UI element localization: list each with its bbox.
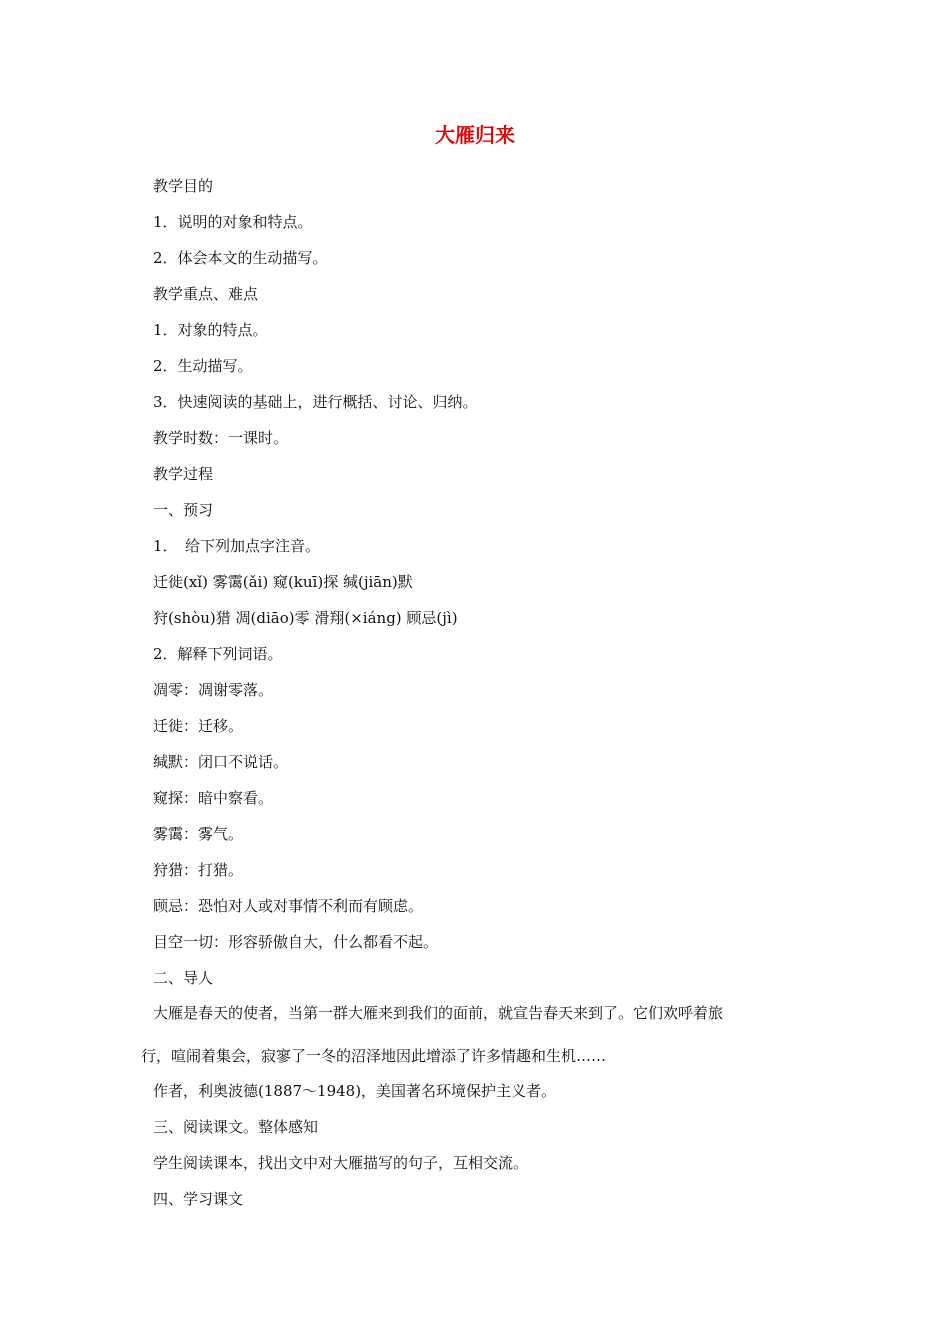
key-point-3: 3．快速阅读的基础上，进行概括、讨论、归纳。 xyxy=(153,393,478,411)
vocab-item: 窥探：暗中察看。 xyxy=(153,789,274,807)
intro-paragraph-line-2: 行，喧闹着集会，寂寥了一冬的沼泽地因此增添了许多情趣和生机…… xyxy=(141,1047,607,1065)
section-reading: 三、阅读课文。整体感知 xyxy=(153,1118,319,1136)
heading-teaching-goals: 教学目的 xyxy=(153,177,214,195)
section-preview: 一、预习 xyxy=(153,501,214,519)
vocab-item: 狩猎：打猎。 xyxy=(153,861,244,879)
heading-teaching-process: 教学过程 xyxy=(153,465,214,483)
key-point-2: 2．生动描写。 xyxy=(153,357,253,375)
preview-task-2: 2．解释下列词语。 xyxy=(153,645,283,663)
goal-item-2: 2．体会本文的生动描写。 xyxy=(153,249,328,267)
pinyin-row-1: 迁徙(xǐ) 雾霭(ǎi) 窥(kuī)探 缄(jiān)默 xyxy=(153,573,413,591)
vocab-item: 迁徙：迁移。 xyxy=(153,717,244,735)
heading-key-points: 教学重点、难点 xyxy=(153,285,259,303)
reading-task: 学生阅读课本，找出文中对大雁描写的句子，互相交流。 xyxy=(153,1154,529,1172)
vocab-item: 雾霭：雾气。 xyxy=(153,825,244,843)
key-point-1: 1．对象的特点。 xyxy=(153,321,268,339)
teaching-hours: 教学时数：一课时。 xyxy=(153,429,289,447)
vocab-item: 目空一切：形容骄傲自大，什么都看不起。 xyxy=(153,933,439,951)
section-introduction: 二、导人 xyxy=(153,969,214,987)
vocab-item: 凋零：凋谢零落。 xyxy=(153,681,274,699)
vocab-item: 顾忌：恐怕对人或对事情不利而有顾虑。 xyxy=(153,897,424,915)
pinyin-row-2: 狩(shòu)猎 凋(diāo)零 滑翔(×iáng) 顾忌(jì) xyxy=(153,609,458,627)
goal-item-1: 1．说明的对象和特点。 xyxy=(153,213,313,231)
vocab-item: 缄默：闭口不说话。 xyxy=(153,753,289,771)
intro-paragraph-line-1: 大雁是春天的使者，当第一群大雁来到我们的面前，就宣告春天来到了。它们欢呼着旅 xyxy=(153,1004,724,1022)
section-study-text: 四、学习课文 xyxy=(153,1190,244,1208)
preview-task-1: 1． 给下列加点字注音。 xyxy=(153,537,321,555)
page-title: 大雁归来 xyxy=(435,123,515,147)
author-info: 作者，利奥波德(1887～1948)，美国著名环境保护主义者。 xyxy=(153,1082,557,1100)
